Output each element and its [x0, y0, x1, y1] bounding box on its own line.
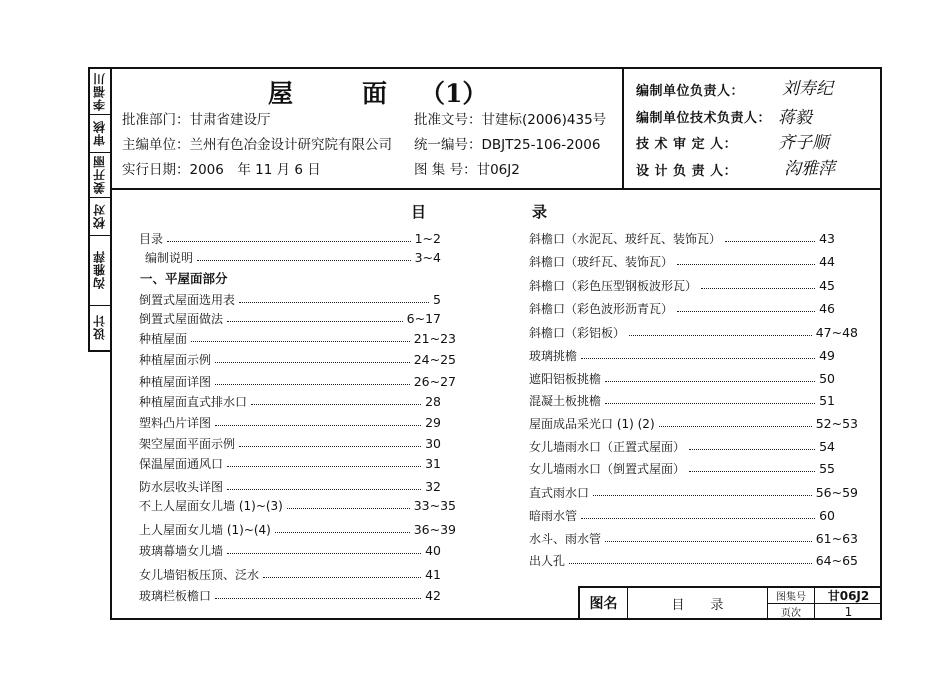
toc-item-page: 40	[425, 542, 441, 558]
chief-editor-unit: 主编单位：兰州有色冶金设计研究院有限公司	[122, 137, 392, 153]
side-cell-sig-1: 李福川	[92, 72, 107, 111]
signature-tech-head: 蒋毅	[778, 108, 812, 128]
toc-item-page: 31	[425, 455, 441, 471]
toc-item-title: 斜檐口（玻纤瓦、装饰瓦）	[529, 254, 674, 269]
toc-item-title: 保温屋面通风口	[139, 456, 224, 471]
toc-item-title: 水斗、雨水管	[529, 531, 602, 546]
toc-leader	[689, 449, 815, 450]
approving-department: 批准部门：甘肃省建设厅	[122, 112, 271, 128]
toc-item-page: 55	[819, 460, 835, 476]
toc-item-page: 30	[425, 435, 441, 451]
toc-item[interactable]	[139, 308, 441, 328]
toc-leader	[287, 508, 410, 509]
toc-item-title: 斜檐口（彩色波形沥青瓦）	[529, 301, 674, 316]
toc-item-title: 不上人屋面女儿墙 (1)~(3)	[139, 498, 283, 513]
atlas-number: 图 集 号：甘06J2	[414, 162, 520, 178]
toc-item-page: 49	[819, 347, 835, 363]
toc-item-title: 女儿墙铝板压顶、泛水	[139, 567, 260, 582]
toc-item-page: 32	[425, 478, 441, 494]
toc-item[interactable]	[529, 228, 835, 248]
toc-leader	[227, 466, 421, 467]
toc-item-title: 混凝土板挑檐	[529, 393, 602, 408]
toc-item-title: 倒置式屋面做法	[139, 311, 224, 326]
toc-item-title: 种植屋面示例	[139, 352, 212, 367]
toc-item[interactable]	[529, 458, 835, 478]
toc-item[interactable]	[529, 322, 858, 342]
toc-item-title: 女儿墙雨水口（正置式屋面）	[529, 439, 686, 454]
toc-item[interactable]	[139, 289, 441, 309]
toc-item-title: 直式雨水口	[529, 485, 590, 500]
toc-item-title: 玻璃栏板檐口	[139, 588, 212, 603]
page-title: 屋 面	[268, 79, 410, 108]
toc-leader	[689, 471, 815, 472]
toc-leader	[605, 403, 815, 404]
toc-item-title: 种植屋面直式排水口	[139, 394, 248, 409]
toc-item[interactable]	[139, 564, 441, 584]
toc-leader	[593, 495, 812, 496]
toc-leader	[227, 321, 403, 322]
page-title-number: （1）	[420, 79, 488, 108]
side-cell-check: 校对	[92, 203, 107, 229]
toc-item-page: 28	[425, 393, 441, 409]
titleblock-atlas-value: 甘06J2	[827, 588, 870, 603]
toc-item-title: 斜檐口（彩色压型钢板波形瓦）	[529, 278, 698, 293]
titleblock-figure-name: 目 录	[671, 597, 724, 613]
toc-item[interactable]	[139, 433, 441, 453]
toc-heading-left: 目	[411, 203, 427, 221]
toc-item-page: 5	[433, 291, 441, 307]
toc-item-page: 44	[819, 253, 835, 269]
side-cell-sig-2: 姜开丽	[92, 155, 107, 194]
toc-item-title: 遮阳铝板挑檐	[529, 371, 602, 386]
toc-item-page: 46	[819, 300, 835, 316]
toc-item-page: 41	[425, 566, 441, 582]
toc-item-title: 斜檐口（彩铝板）	[529, 325, 626, 340]
side-cell-design: 设计	[92, 314, 107, 341]
side-divider	[88, 235, 110, 236]
toc-item[interactable]	[529, 298, 835, 318]
toc-item[interactable]	[139, 453, 441, 473]
label-unit-tech-head: 编制单位技术负责人：	[636, 111, 772, 126]
toc-item[interactable]	[139, 349, 456, 369]
toc-leader	[677, 311, 815, 312]
toc-item-page: 26~27	[413, 373, 456, 389]
toc-item-page: 54	[819, 438, 835, 454]
toc-item-page: 60	[819, 507, 835, 523]
toc-item-page: 21~23	[413, 330, 456, 346]
toc-item-title: 玻璃幕墙女儿墙	[139, 543, 224, 558]
toc-item[interactable]	[139, 228, 441, 248]
toc-leader	[605, 541, 812, 542]
toc-item-page: 50	[819, 370, 835, 386]
side-cell-sig-3: 沟雅萍	[92, 250, 107, 290]
toc-leader	[215, 598, 421, 599]
toc-item-page: 33~35	[413, 497, 456, 513]
toc-item[interactable]	[529, 275, 835, 295]
toc-item[interactable]	[139, 328, 456, 348]
toc-item-title: 种植屋面	[139, 331, 188, 346]
side-divider	[88, 197, 110, 198]
titleblock-figure-name-label: 图名	[589, 596, 618, 612]
toc-leader	[251, 404, 421, 405]
toc-leader	[239, 446, 421, 447]
label-unit-head: 编制单位负责人：	[636, 84, 745, 99]
toc-leader	[701, 288, 815, 289]
toc-item[interactable]	[139, 412, 441, 432]
toc-item[interactable]	[139, 540, 441, 560]
toc-item[interactable]	[145, 247, 441, 267]
toc-leader	[167, 241, 411, 242]
toc-item-page: 1~2	[414, 230, 441, 246]
toc-leader	[677, 264, 815, 265]
toc-item-page: 51	[819, 392, 835, 408]
toc-item-page: 6~17	[406, 310, 441, 326]
side-divider	[88, 152, 110, 153]
signature-tech-approver: 齐子顺	[778, 133, 829, 153]
toc-item-title: 暗雨水管	[529, 508, 578, 523]
toc-item-page: 24~25	[413, 351, 456, 367]
toc-item-page: 47~48	[815, 324, 858, 340]
toc-item[interactable]	[529, 505, 835, 525]
titleblock-page-label: 页次	[781, 608, 801, 619]
toc-leader	[581, 518, 815, 519]
toc-item-page: 56~59	[815, 484, 858, 500]
titleblock-page-value: 1	[844, 604, 853, 619]
toc-item-title: 女儿墙雨水口（倒置式屋面）	[529, 461, 686, 476]
toc-leader	[191, 341, 410, 342]
side-divider	[88, 114, 110, 115]
toc-leader	[227, 489, 421, 490]
toc-item[interactable]	[139, 371, 456, 391]
toc-leader	[239, 302, 429, 303]
toc-leader	[263, 577, 421, 578]
toc-item-title: 屋面成品采光口 (1) (2)	[529, 416, 655, 431]
toc-item[interactable]	[529, 368, 835, 388]
toc-item[interactable]	[139, 391, 441, 411]
signature-design-lead: 沟雅萍	[784, 159, 835, 179]
toc-item-title: 目录	[139, 231, 164, 246]
toc-item[interactable]	[529, 251, 835, 271]
toc-leader	[605, 381, 815, 382]
toc-item-page: 64~65	[815, 552, 858, 568]
toc-item-page: 52~53	[815, 415, 858, 431]
toc-item-title: 防水层收头详图	[139, 479, 224, 494]
toc-leader	[215, 425, 421, 426]
unified-number: 统一编号：DBJT25-106-2006	[414, 137, 601, 153]
toc-leader	[659, 426, 812, 427]
toc-item[interactable]	[529, 482, 858, 502]
toc-item[interactable]	[529, 436, 835, 456]
label-tech-approver: 技 术 审 定 人：	[636, 137, 738, 152]
approval-number: 批准文号：甘建标(2006)435号	[414, 112, 607, 128]
toc-item[interactable]	[529, 550, 858, 570]
toc-item-title: 种植屋面详图	[139, 374, 212, 389]
toc-leader	[215, 362, 410, 363]
toc-item-title: 架空屋面平面示例	[139, 436, 236, 451]
toc-item-page: 3~4	[414, 249, 441, 265]
toc-item-title: 编制说明	[145, 250, 194, 265]
toc-item-page: 36~39	[413, 521, 456, 537]
toc-leader	[215, 384, 410, 385]
toc-leader	[629, 335, 812, 336]
toc-heading-right: 录	[532, 203, 548, 221]
signature-unit-head: 刘寿纪	[782, 79, 833, 99]
toc-leader	[581, 358, 815, 359]
toc-item-page: 61~63	[815, 530, 858, 546]
toc-leader	[569, 563, 812, 564]
section-heading-flat-roof: 一、平屋面部分	[140, 271, 228, 286]
toc-item[interactable]	[529, 345, 835, 365]
side-divider	[88, 305, 110, 306]
side-cell-review: 审核	[92, 120, 107, 146]
toc-item-title: 出人孔	[529, 553, 566, 568]
titleblock-atlas-label: 图集号	[776, 591, 806, 603]
toc-item-title: 斜檐口（水泥瓦、玻纤瓦、装饰瓦）	[529, 231, 722, 246]
toc-item-title: 上人屋面女儿墙 (1)~(4)	[139, 522, 271, 537]
toc-item-page: 43	[819, 230, 835, 246]
toc-item-title: 玻璃挑檐	[529, 348, 578, 363]
toc-item[interactable]	[139, 495, 456, 515]
toc-leader	[275, 532, 410, 533]
effective-date: 实行日期：2006 年 11 月 6 日	[122, 162, 321, 178]
toc-leader	[197, 260, 411, 261]
toc-item[interactable]	[529, 390, 835, 410]
toc-item[interactable]	[529, 528, 858, 548]
header-split-rule	[622, 67, 624, 188]
toc-item-page: 45	[819, 277, 835, 293]
toc-leader	[227, 553, 421, 554]
toc-item-title: 倒置式屋面选用表	[139, 292, 236, 307]
toc-leader	[725, 241, 815, 242]
header-bottom-rule	[110, 188, 882, 190]
toc-item-page: 29	[425, 414, 441, 430]
toc-item-title: 塑料凸片详图	[139, 415, 212, 430]
toc-item[interactable]	[139, 585, 441, 605]
toc-item-page: 42	[425, 587, 441, 603]
label-design-lead: 设 计 负 责 人：	[636, 164, 738, 179]
toc-item[interactable]	[139, 519, 456, 539]
toc-item[interactable]	[139, 476, 441, 496]
toc-item[interactable]	[529, 413, 858, 433]
